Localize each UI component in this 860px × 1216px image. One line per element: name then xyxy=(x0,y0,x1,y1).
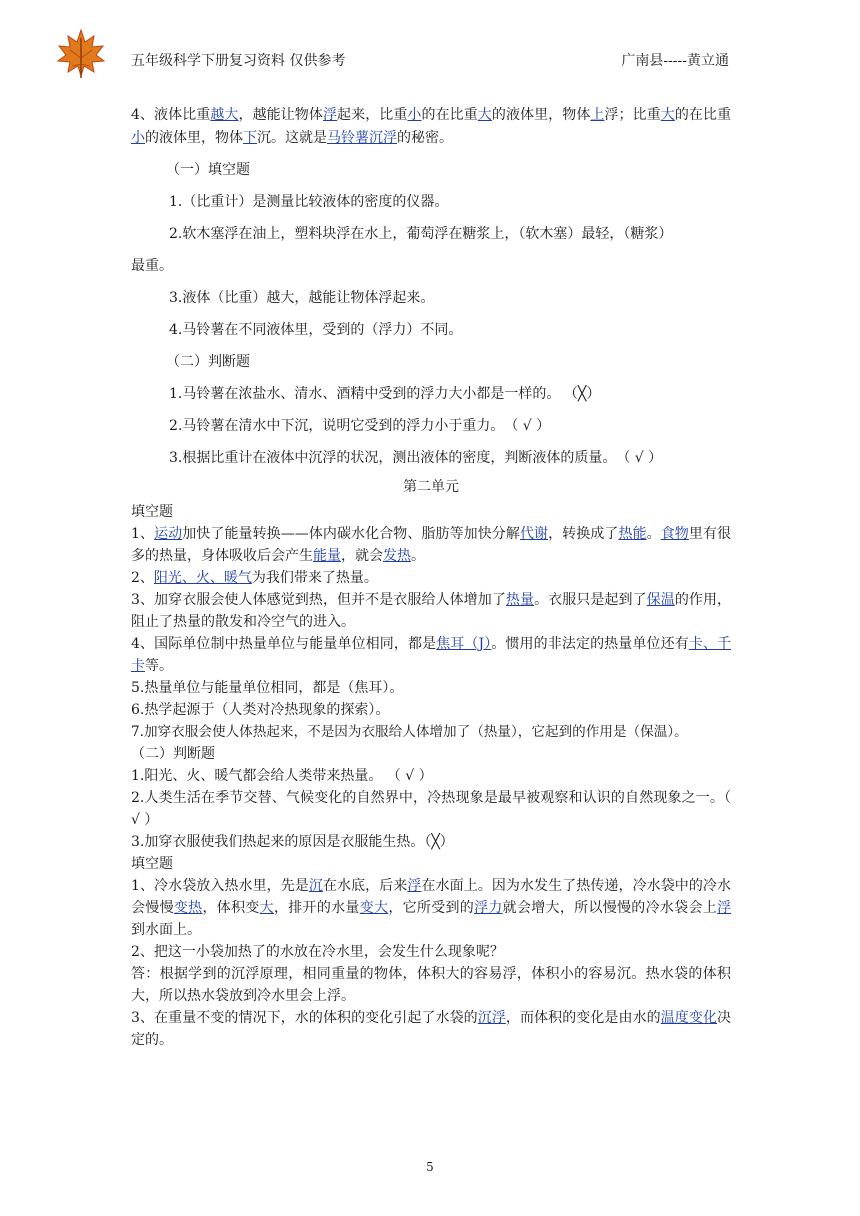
underlined-answer[interactable]: 浮力 xyxy=(474,900,503,916)
text: 到水面上。 xyxy=(131,922,201,938)
underlined-answer[interactable]: 运动 xyxy=(154,526,183,542)
underlined-answer[interactable]: 马铃薯沉浮 xyxy=(327,130,397,146)
text: ，体积变 xyxy=(202,900,260,916)
unit2-fill-heading: 填空题 xyxy=(131,504,173,520)
text: 的在比重 xyxy=(674,107,732,123)
text: 浮；比重 xyxy=(604,107,661,123)
unit-title: 第二单元 xyxy=(403,479,459,495)
text: 4、国际单位制中热量单位与能量单位相同，都是 xyxy=(131,636,437,652)
unit2-fill-heading-2: 填空题 xyxy=(131,856,173,872)
underlined-answer[interactable]: 小 xyxy=(407,107,422,123)
underlined-answer[interactable]: 下 xyxy=(243,130,257,146)
text: ，它所受到的 xyxy=(388,900,475,916)
text: 在水底，后来 xyxy=(322,878,408,894)
text: 的作用，阻止了热量的散发和冷空气的进入。 xyxy=(131,592,732,630)
underlined-answer[interactable]: 发热 xyxy=(383,548,411,564)
text: ，排开的水量 xyxy=(273,900,360,916)
judge-text: 2.马铃薯在清水中下沉，说明它受到的浮力小于重力。 xyxy=(169,418,505,434)
unit2-q2 xyxy=(131,567,731,589)
unit2-item-6: 6.热学起源于（人类对冷热现象的探索）。 xyxy=(131,702,390,718)
text: 1、冷水袋放入热水里，先是 xyxy=(131,878,309,894)
underlined-answer[interactable]: 浮 xyxy=(717,900,732,916)
text: 起来，比重 xyxy=(337,107,408,123)
underlined-answer[interactable]: 食物 xyxy=(660,526,689,542)
unit2-judge-3: 3.加穿衣服使我们热起来的原因是衣服能生热。（╳） xyxy=(131,834,454,850)
underlined-answer[interactable]: 焦耳（J） xyxy=(436,636,492,652)
text: ，就会 xyxy=(341,548,383,564)
text: ，转换成了 xyxy=(548,526,619,542)
underlined-answer[interactable]: 上 xyxy=(590,107,605,123)
judge-text: 3.根据比重计在液体中沉浮的状况，测出液体的密度，判断液体的质量。 xyxy=(169,450,617,466)
underlined-answer[interactable]: 热能 xyxy=(618,526,647,542)
page-number: 5 xyxy=(426,1160,434,1174)
unit2-q5 xyxy=(131,875,731,941)
text: 在水面上。因为水发生了热传递，冷水袋中的冷水会慢慢 xyxy=(131,878,732,916)
judge-item-2 xyxy=(131,415,731,438)
text: 。衣服只是起到了 xyxy=(534,592,647,608)
text: 的秘密。 xyxy=(397,130,453,146)
text: 2、 xyxy=(131,570,154,586)
judge-item-1 xyxy=(131,383,731,406)
text: 。惯用的非法定的热量单位还有 xyxy=(491,636,689,652)
unit2-judge-2: 2.人类生活在季节交替、气候变化的自然界中，冷热现象是最早被观察和认识的自然现象之一。（ √ ） xyxy=(131,790,731,828)
underlined-answer[interactable]: 大 xyxy=(660,107,675,123)
text: 里有很多的热量，身体吸收后会产生 xyxy=(131,526,732,564)
underlined-answer[interactable]: 沉浮 xyxy=(477,1010,506,1026)
fill-item-3: 3.液体（比重）越大，越能让物体浮起来。 xyxy=(169,290,435,306)
text: 的液体里，物体 xyxy=(145,130,243,146)
underlined-answer[interactable]: 能量 xyxy=(313,548,341,564)
text: 1、 xyxy=(131,526,155,542)
fill-item-2: 2.软木塞浮在油上，塑料块浮在水上，葡萄浮在糖浆上，（软木塞）最轻，（糖浆） xyxy=(169,226,673,242)
judge-mark: （ √ ） xyxy=(616,450,663,466)
underlined-answer[interactable]: 热量 xyxy=(505,592,535,608)
unit2-q3 xyxy=(131,589,731,633)
text: 等。 xyxy=(145,658,173,674)
unit2-q4 xyxy=(131,633,731,677)
text: 沉。这就是 xyxy=(257,130,327,146)
unit2-q6: 2、把这一小袋加热了的水放在冷水里，会发生什么现象呢？ xyxy=(131,944,504,960)
header-left-title: 五年级科学下册复习资料 仅供参考 xyxy=(131,53,346,69)
text: 。 xyxy=(646,526,661,542)
text: 的在比重 xyxy=(421,107,478,123)
fill-item-4: 4.马铃薯在不同液体里，受到的（浮力）不同。 xyxy=(169,322,463,338)
underlined-answer[interactable]: 越大 xyxy=(210,107,239,123)
text: 。 xyxy=(411,548,425,564)
text: ，越能让物体 xyxy=(238,107,323,123)
text: 加快了能量转换——体内碳水化合物、脂肪等加快分解 xyxy=(182,526,520,542)
main-content xyxy=(131,104,731,1051)
header-right-author: 广南县-----黄立通 xyxy=(621,53,729,69)
paragraph-4 xyxy=(131,104,731,150)
text: 的液体里，物体 xyxy=(491,107,591,123)
underlined-answer[interactable]: 浮 xyxy=(407,878,422,894)
underlined-answer[interactable]: 小 xyxy=(131,130,145,146)
section-heading-fill: （一）填空题 xyxy=(166,162,250,178)
judge-text: 1.马铃薯在浓盐水、清水、酒精中受到的浮力大小都是一样的。 xyxy=(169,386,561,402)
underlined-answer[interactable]: 变大 xyxy=(359,900,389,916)
text: ，而体积的变化是由水的 xyxy=(505,1010,661,1026)
judge-mark: （ √ ） xyxy=(504,418,551,434)
fill-item-1: 1.（比重计）是测量比较液体的密度的仪器。 xyxy=(169,194,449,210)
judge-item-3 xyxy=(131,447,731,470)
underlined-answer[interactable]: 阳光、火、暖气 xyxy=(153,570,252,586)
underlined-answer[interactable]: 沉 xyxy=(308,878,323,894)
fill-item-2-continued: 最重。 xyxy=(131,258,173,274)
underlined-answer[interactable]: 卡、千卡 xyxy=(131,636,732,674)
text: 就会增大，所以慢慢的冷水袋会上 xyxy=(502,900,718,916)
section-heading-judge: （二）判断题 xyxy=(166,354,250,370)
judge-mark: （╳） xyxy=(563,386,601,402)
unit2-judge-1: 1.阳光、火、暖气都会给人类带来热量。 （ √ ） xyxy=(131,768,433,784)
unit2-item-5: 5.热量单位与能量单位相同，都是（焦耳）。 xyxy=(131,680,404,696)
maple-leaf-logo xyxy=(56,28,106,80)
unit2-judge-heading: （二）判断题 xyxy=(131,746,215,762)
unit2-q1 xyxy=(131,523,731,567)
text: 3、加穿衣服会使人体感觉到热，但并不是衣服给人体增加了 xyxy=(131,592,506,608)
underlined-answer[interactable]: 大 xyxy=(477,107,492,123)
text: 3、在重量不变的情况下，水的体积的变化引起了水袋的 xyxy=(131,1010,478,1026)
text: 决定的。 xyxy=(131,1010,732,1048)
unit2-item-7: 7.加穿衣服会使人体热起来，不是因为衣服给人体增加了（热量），它起到的作用是（保温）。 xyxy=(131,724,688,740)
underlined-answer[interactable]: 保温 xyxy=(646,592,675,608)
underlined-answer[interactable]: 浮 xyxy=(322,107,338,123)
text: 4、液体比重 xyxy=(131,107,211,123)
underlined-answer[interactable]: 温度变化 xyxy=(660,1010,718,1026)
unit2-q7 xyxy=(131,1007,731,1051)
underlined-answer[interactable]: 代谢 xyxy=(519,526,549,542)
text: 为我们带来了热量。 xyxy=(251,570,378,586)
underlined-answer[interactable]: 大 xyxy=(259,900,274,916)
unit2-q6-answer: 答：根据学到的沉浮原理，相同重量的物体，体积大的容易浮，体积小的容易沉。热水袋的体积大，所以热水袋放到冷水里会上浮。 xyxy=(131,966,731,1004)
underlined-answer[interactable]: 变热 xyxy=(173,900,203,916)
